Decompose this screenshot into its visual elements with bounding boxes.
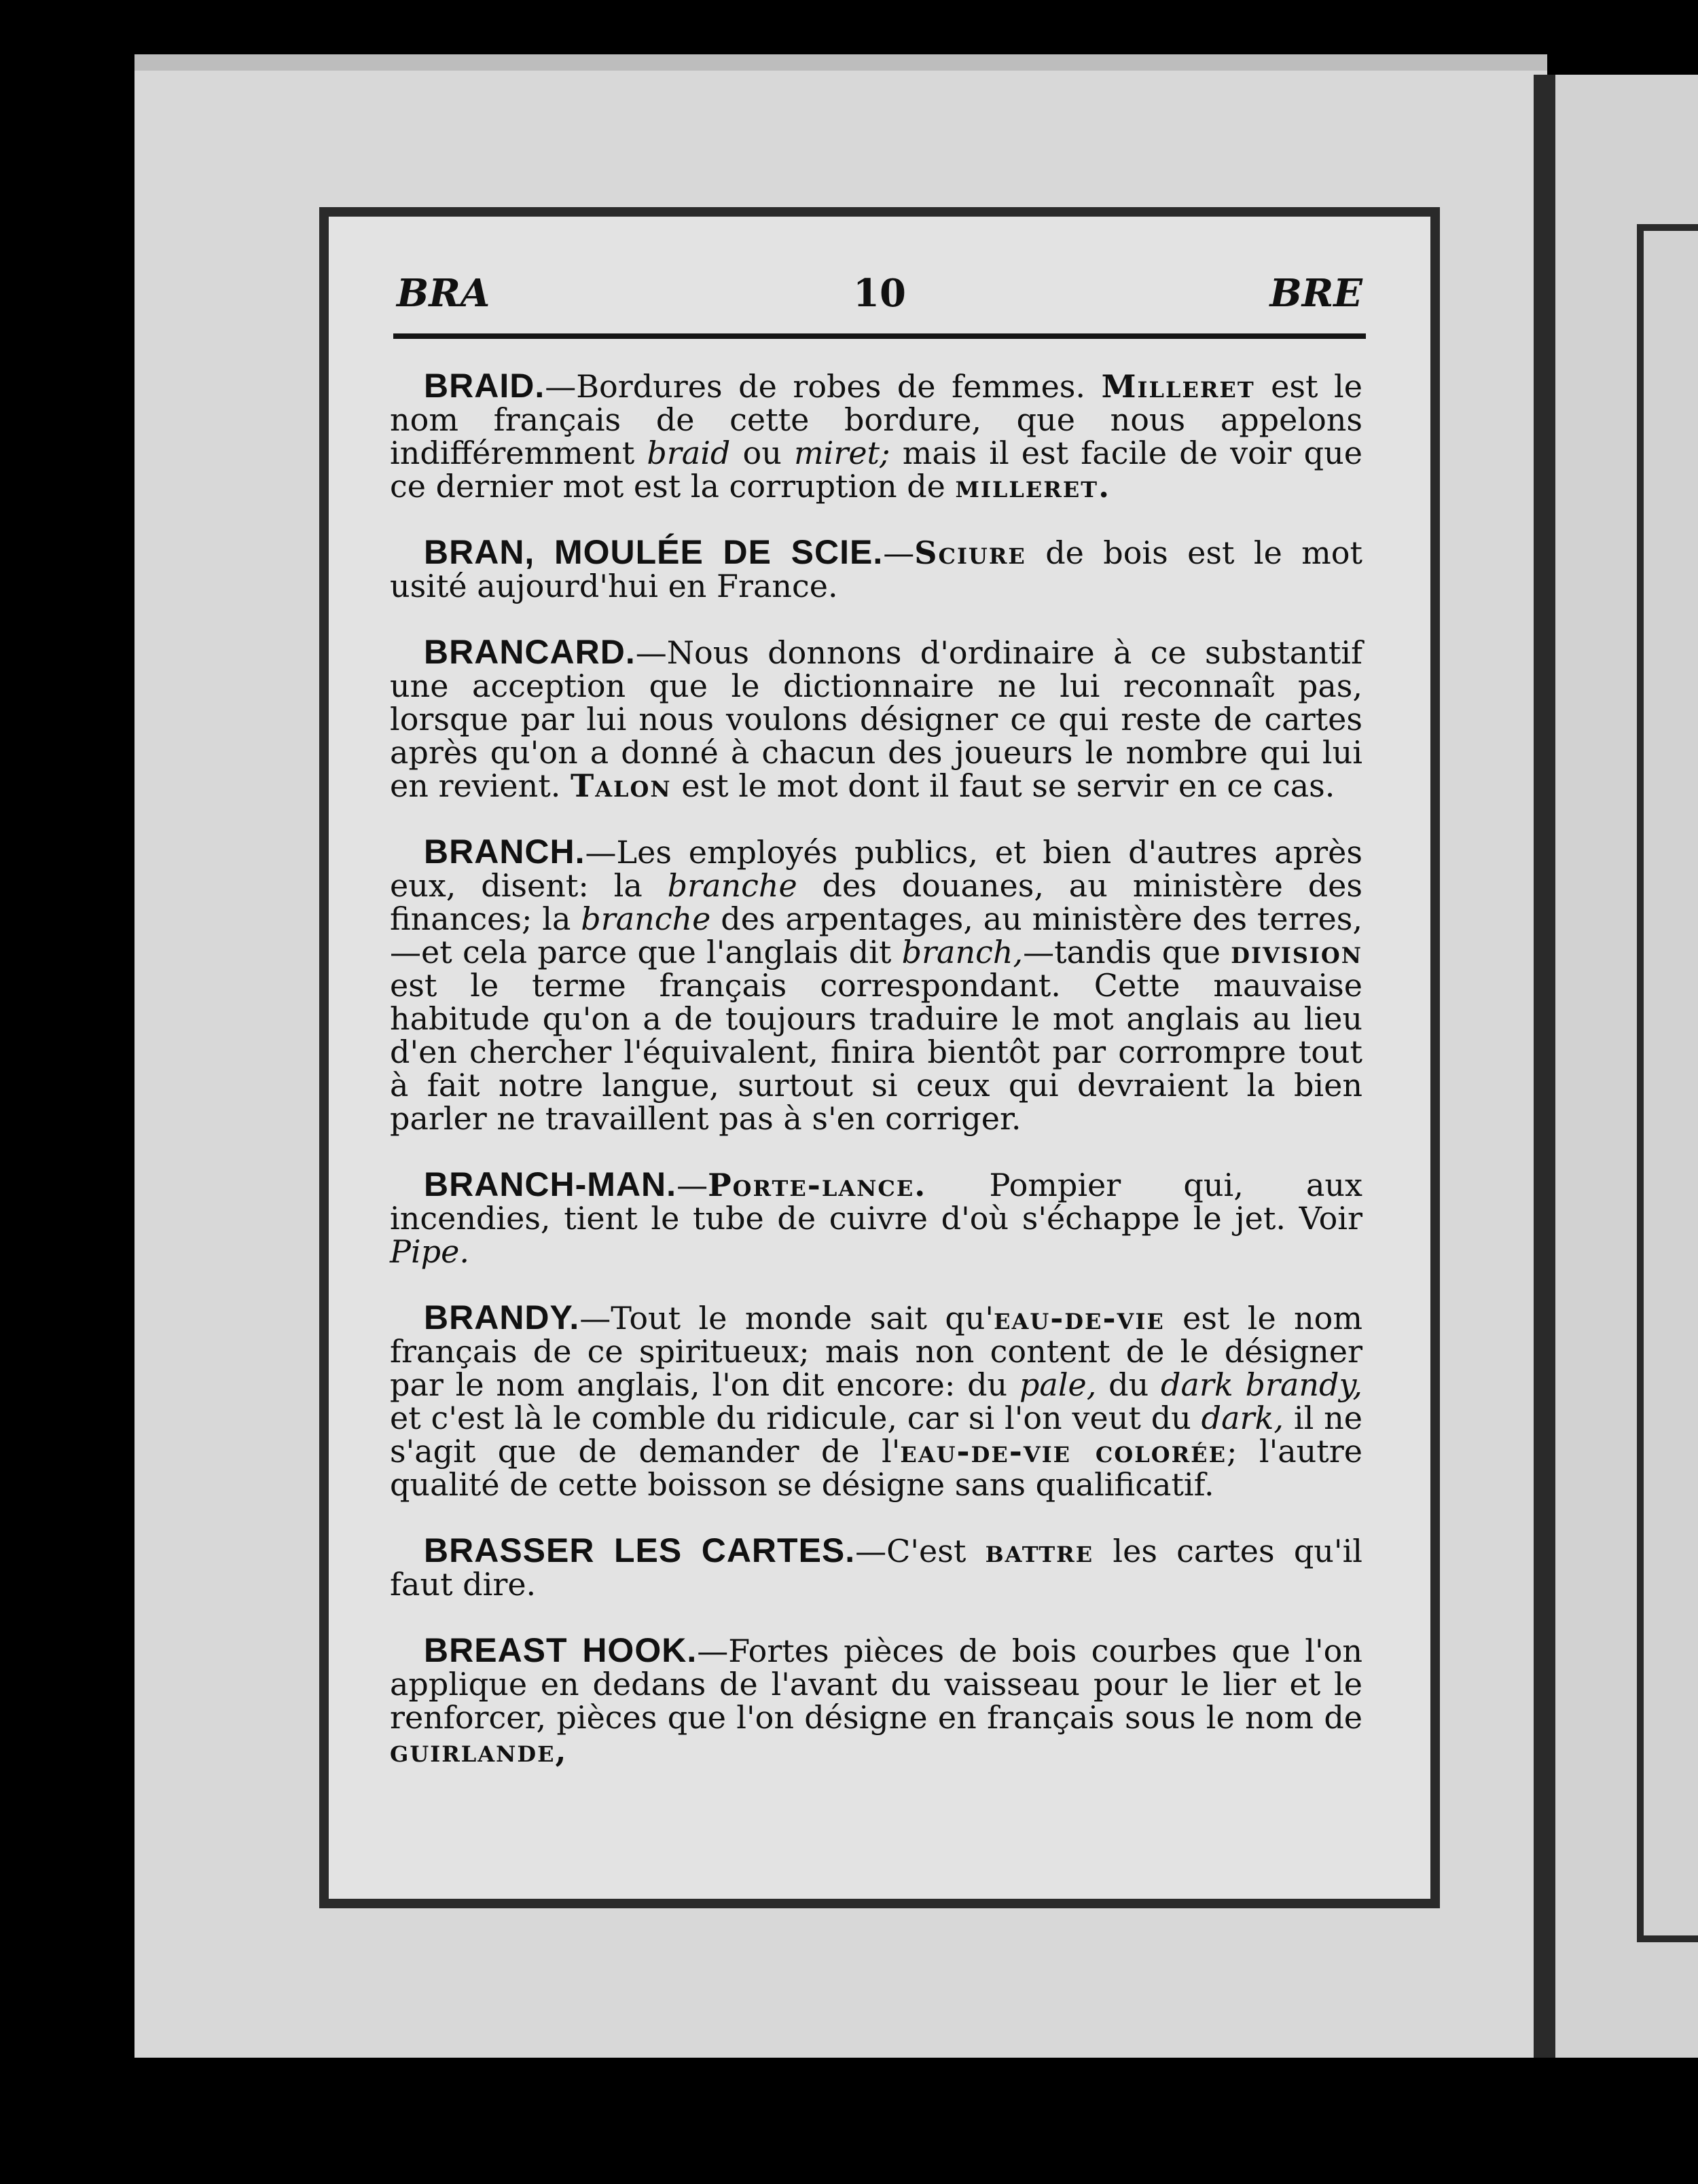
header-right-guideword: BRE	[1269, 271, 1362, 316]
italic-term: miret;	[794, 435, 890, 471]
definition-text: ou	[730, 435, 795, 471]
definition-text: du	[1096, 1366, 1161, 1403]
italic-term: dark brandy,	[1161, 1366, 1362, 1403]
small-caps-term: Talon	[570, 767, 672, 804]
definition-text: des douanes, au ministère des finances; la	[390, 867, 1362, 937]
entry-headword: BREAST HOOK.	[424, 1631, 698, 1669]
definition-text: —	[676, 1167, 708, 1203]
dictionary-entry	[390, 1531, 1363, 1603]
definition-text: de bois est le mot usité aujourd'hui en France.	[390, 534, 1362, 604]
dictionary-entry	[390, 369, 1362, 503]
definition-text: est le nom français de ce spiritueux; mais non content de le désigner par le nom anglais, l'on dit encore: du	[390, 1300, 1362, 1403]
italic-term: dark,	[1201, 1400, 1284, 1436]
definition-text: ; l'autre qualité de cette boisson se désigne sans qualificatif.	[390, 1433, 1362, 1503]
small-caps-term: Porte-lance.	[708, 1167, 927, 1203]
dictionary-entry	[390, 1298, 1362, 1503]
italic-term: braid	[647, 435, 731, 471]
dictionary-entry	[390, 533, 1362, 604]
definition-text: —tandis que	[1023, 934, 1231, 970]
small-caps-term: eau-de-vie colorée	[900, 1433, 1227, 1470]
definition-text: —Nous donnons d'ordinaire à ce substantif une acception que le dictionnaire ne lui reconnaît pas, lorsque par lui nous voulons désigner ce qui reste de cartes après qu'on a donné à chacun des joueurs le nombre qui lui en revient.	[390, 634, 1362, 804]
entry-headword: BRANCH-MAN.	[424, 1165, 677, 1203]
definition-text: Pompier qui, aux incendies, tient le tube de cuivre d'où s'échappe le jet. Voir	[390, 1167, 1362, 1237]
definition-text: il ne s'agit que de demander de l'	[390, 1400, 1362, 1470]
page-number: 10	[853, 271, 906, 316]
small-caps-term: eau-de-vie	[994, 1300, 1165, 1336]
small-caps-term: milleret.	[955, 468, 1111, 505]
small-caps-term: guirlande,	[390, 1732, 568, 1769]
dictionary-entry	[390, 633, 1362, 804]
small-caps-term: Milleret	[1101, 368, 1255, 405]
definition-text: est le terme français correspondant. Cette mauvaise habitude qu'on a de toujours traduire le mot anglais au lieu d'en chercher l'équivalent, finira bientôt par corrompre tout à fait notre langue, surtout si ceux qui devraient la bien parler ne travaillent pas à s'en corriger.	[390, 967, 1362, 1137]
definition-text: des arpentages, au ministère des terres,—et cela parce que l'anglais dit	[390, 900, 1362, 970]
italic-term: branche	[581, 900, 711, 937]
definition-text: mais il est facile de voir que ce dernier mot est la corruption de	[390, 435, 1362, 505]
italic-term: pale,	[1019, 1366, 1097, 1403]
italic-term: Pipe.	[390, 1233, 469, 1270]
dictionary-entry	[390, 835, 1362, 1135]
page-frame	[319, 207, 1440, 1908]
definition-text: —Bordures de robes de femmes.	[545, 368, 1102, 405]
italic-term: branche	[667, 867, 797, 904]
definition-text: et c'est là le comble du ridicule, car si l'on veut du	[390, 1400, 1202, 1436]
header-left-guideword: BRA	[397, 271, 490, 316]
entry-headword: BRAID.	[424, 367, 545, 405]
dictionary-entry	[390, 1631, 1362, 1769]
definition-text: —Les employés publics, et bien d'autres après eux, disent: la	[390, 834, 1362, 904]
dictionary-entry	[390, 1165, 1362, 1270]
entry-headword: BRASSER LES CARTES.	[424, 1531, 856, 1569]
entry-headword: BRANCH.	[424, 833, 585, 871]
small-caps-term: battre	[985, 1533, 1094, 1569]
definition-text: —Tout le monde sait qu'	[579, 1300, 994, 1336]
small-caps-term: division	[1231, 934, 1363, 970]
running-header	[397, 271, 1362, 325]
entry-headword: BRANCARD.	[424, 633, 636, 671]
entry-headword: BRAN, MOULÉE DE SCIE.	[424, 533, 884, 571]
italic-term: branch,	[901, 934, 1024, 970]
definition-text: —C'est	[855, 1533, 986, 1569]
page-top-edge	[134, 54, 1547, 71]
entry-headword: BRANDY.	[424, 1298, 580, 1336]
dictionary-entries	[390, 369, 1362, 1800]
header-rule	[393, 333, 1366, 339]
definition-text: est le nom français de cette bordure, que nous appelons indifféremment	[390, 368, 1362, 471]
definition-text: les cartes qu'il faut dire.	[390, 1533, 1363, 1603]
definition-text: est le mot dont il faut se servir en ce cas.	[671, 767, 1335, 804]
small-caps-term: Sciure	[914, 534, 1026, 571]
adjacent-page-frame	[1637, 224, 1698, 1942]
definition-text: —Fortes pièces de bois courbes que l'on applique en dedans de l'avant du vaisseau pour le lier et le renforcer, pièces que l'on désigne en français sous le nom de	[390, 1633, 1362, 1736]
definition-text: —	[883, 534, 915, 571]
